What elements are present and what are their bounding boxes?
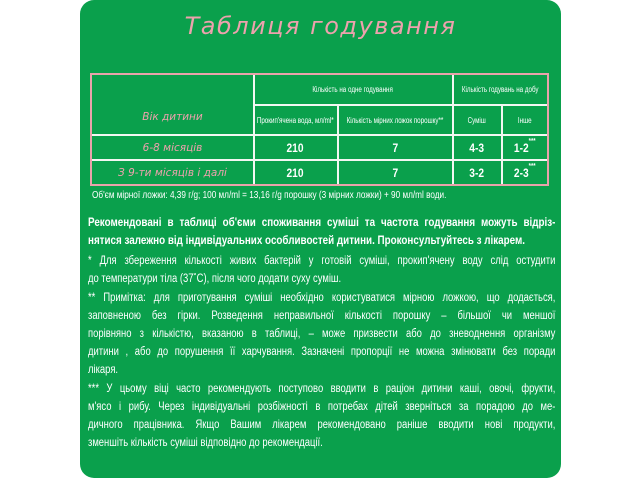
row-1-formula [453,136,501,159]
row-2-other-value: 2-3 [513,165,529,180]
header-age-label: Вік дитини [142,110,203,123]
footnote-2 [88,289,558,379]
text-line: Рекомендовані в таблиці об'єми споживання суміші та частота годування можуть відріз- [88,215,556,229]
header-other [502,106,547,134]
row-2-other [502,161,547,184]
row-1-age-label: 6-8 місяців [142,141,203,154]
text-line: порівняно з кількістю, вказаною в таблиці, – може призвести або до зневоднення організму [88,328,556,340]
header-formula [453,106,501,134]
row-2-water [254,161,337,184]
row-1-formula-value: 4-3 [469,140,485,155]
row-2-age-label: З 9-ти місяців і далі [118,166,227,179]
feeding-table [90,73,549,186]
page-title: Таблиця годування [184,12,457,40]
header-per-feeding [254,75,452,104]
row-2-scoops-value: 7 [392,165,398,180]
row-2-scoops [338,161,452,184]
text-line: *** У цьому віці часто рекомендують поступово вводити в раціон дитини каші, овочі, фрукти, [88,383,556,395]
text-line: лікаря. [88,364,119,376]
row-1-other [502,136,547,159]
text-line: ** Примітка: для приготування суміші необхідно користуватися мірною ложкою, що додається, [88,292,556,304]
header-scoops [338,106,452,134]
footnote-mark: *** [528,137,536,145]
text-line: зменшіть кількість суміші відповідно до рекомендації. [88,437,323,449]
header-water [254,106,337,134]
row-2-age [92,161,253,184]
row-1-water [254,136,337,159]
footnote-3 [88,380,558,452]
header-other-label: Інше [517,115,532,125]
text-line: до температури тіла (37˚С), після чого додати суху суміш. [88,273,342,285]
text-line: заповненою без гірки. Розведення неправильної кількості порошку – більшої чи меншої [88,310,556,322]
footnote-1 [88,252,558,288]
row-1-scoops-value: 7 [392,140,398,155]
row-1-other-value: 1-2 [513,140,529,155]
header-per-day [453,75,547,104]
scoop-volume-note: Об'єм мірної ложки: 4,39 г/g; 100 мл/ml = 13,16 г/g порошку (3 мірних ложки) + 90 мл/ml води. [92,190,447,201]
row-1-scoops [338,136,452,159]
header-water-label: Прокип'ячена вода, мл/ml* [257,115,334,125]
row-2-formula-value: 3-2 [469,165,485,180]
row-1-water-value: 210 [286,140,305,155]
header-per-day-label: Кількість годувань на добу [461,85,539,94]
header-formula-label: Суміш [467,115,487,125]
text-line: м'ясо і рибу. Через індивідуальні розбіжності в потребах дітей зверніться за порадою до ме- [88,401,556,413]
text-line: дитини , або до порушення її харчування. Зазначені пропорції не можна змінювати без поради [88,346,556,358]
text-line: дичного працівника. Якщо Вашим лікарем рекомендовано раніше вводити нові продукти, [88,419,556,431]
text-line: нятися залежно від індивідуальних особливостей дитини. Проконсультуйтесь з лікарем. [88,233,526,247]
row-1-age [92,136,253,159]
recommendation-paragraph [88,213,558,249]
feeding-table-card [80,0,561,478]
row-2-formula [453,161,501,184]
footnote-mark: *** [528,162,536,170]
row-2-water-value: 210 [286,165,305,180]
header-age [92,75,253,134]
header-scoops-label: Кількість мірних ложок порошку** [346,115,444,125]
text-line: * Для збереження кількості живих бактерій у готовій суміші, прокип'ячену воду слід остудити [88,255,556,267]
header-per-feeding-label: Кількість на одне годування [312,85,394,94]
